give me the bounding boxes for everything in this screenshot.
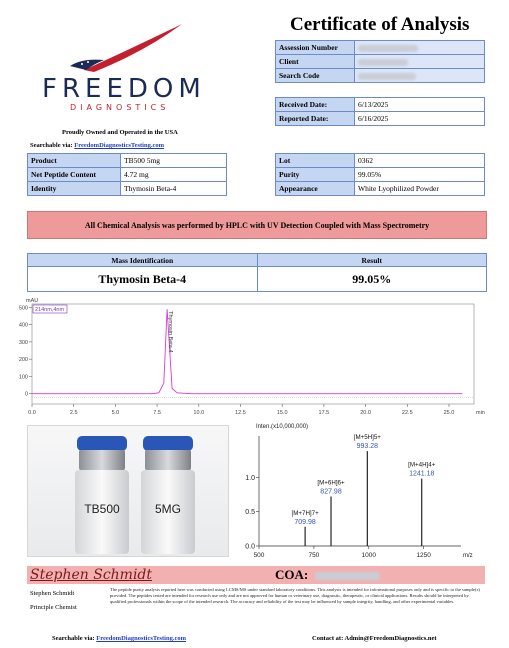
disclaimer: The peptide purity analysis reported here was conducted using LCMS/MS under standard laboratory conditions. This analysis is intended for informational purposes only and is specific to the sample(s) provided. The peptides tested are intended for research use only and are not approved for human or veterinary use, diagnostic, therapeutic, or clinical applications. Results should be interpreted by qualified professionals within the scope of the intended research. The accuracy and reliability of the test may be influenced by sample integrity, handling, and other experimental variables. <box>110 587 480 604</box>
searchable-link[interactable]: FreedomDiagnosticsTesting.com <box>74 142 165 149</box>
hplc-xtick-label: 10.0 <box>193 410 205 416</box>
ms-peak-ion-label: [M+6H]6+ <box>317 479 345 487</box>
reported-date-key: Reported Date: <box>276 112 355 126</box>
hplc-xtick-label: 25.0 <box>443 410 455 416</box>
appearance-value: White Lyophilized Powder <box>355 182 485 196</box>
searchable-label: Searchable via: <box>30 142 73 149</box>
hplc-xtick-label: 15.0 <box>276 410 288 416</box>
coa-number-redacted <box>315 572 380 580</box>
received-date-value: 6/13/2025 <box>355 98 485 112</box>
assession-number-value <box>355 41 485 55</box>
ms-ytick-label: 0.5 <box>245 509 255 517</box>
ms-xtick-label: 500 <box>253 552 265 559</box>
dates-table <box>275 97 485 126</box>
hplc-xtick-label: 12.5 <box>235 410 246 416</box>
table-row <box>28 254 487 267</box>
result-header: Result <box>257 254 487 267</box>
lot-key: Lot <box>276 154 355 168</box>
coa-label <box>275 567 380 583</box>
lot-table <box>275 153 485 196</box>
purity-key: Purity <box>276 168 355 182</box>
ms-xtick-label: 1000 <box>361 552 377 559</box>
footer-search-link[interactable]: FreedomDiagnosticsTesting.com <box>96 635 187 642</box>
signature: Stephen Schmidt <box>30 567 153 583</box>
ms-peak-mz-label: 709.98 <box>294 518 316 526</box>
footer-contact: Contact at: Admin@FreedomDiagnostics.net <box>312 635 437 642</box>
product-value: TB500 5mg <box>121 154 227 168</box>
lot-value: 0362 <box>355 154 485 168</box>
mass-identification-header: Mass Identification <box>28 254 258 267</box>
search-code-key: Search Code <box>276 69 355 83</box>
client-key: Client <box>276 55 355 69</box>
hplc-xtick-label: 2.5 <box>69 410 78 416</box>
table-row <box>276 98 485 112</box>
net-peptide-value: 4.72 mg <box>121 168 227 182</box>
hplc-xtick-label: 17.5 <box>318 410 330 416</box>
hplc-xtick-label: 5.0 <box>111 410 120 416</box>
appearance-key: Appearance <box>276 182 355 196</box>
client-value <box>355 55 485 69</box>
hplc-ytick-label: 0 <box>24 391 28 398</box>
vial-2-label: 5MG <box>154 502 181 516</box>
ms-x-unit: m/z <box>463 553 473 559</box>
purity-value: 99.05% <box>355 168 485 182</box>
identity-value: Thymosin Beta-4 <box>121 182 227 196</box>
table-row <box>28 168 227 182</box>
hplc-chromatogram <box>12 300 485 420</box>
product-key: Product <box>28 154 121 168</box>
table-row <box>276 168 485 182</box>
table-row <box>28 154 227 168</box>
owned-text: Proudly Owned and Operated in the USA <box>62 129 178 136</box>
hplc-xtick-label: 7.5 <box>153 410 161 416</box>
hplc-ytick-label: 300 <box>18 339 28 346</box>
net-peptide-key: Net Peptide Content <box>28 168 121 182</box>
table-row <box>276 112 485 126</box>
vial-1 <box>75 436 129 554</box>
received-date-key: Received Date: <box>276 98 355 112</box>
hplc-peak-label: Thymosin Beta-4 <box>167 311 174 353</box>
hplc-legend-label: 214nm,4nm <box>35 307 65 313</box>
hplc-x-unit: min <box>476 410 485 416</box>
vial-1-label: TB500 <box>84 502 120 516</box>
hplc-xtick-label: 20.0 <box>360 410 371 416</box>
method-banner-text: All Chemical Analysis was performed by HPLC with UV Detection Coupled with Mass Spectrometry <box>84 220 430 230</box>
hplc-ytick-label: 100 <box>18 374 28 381</box>
hplc-ytick-label: 400 <box>18 322 28 329</box>
hplc-ytick-label: 200 <box>18 357 28 364</box>
method-banner <box>27 211 487 239</box>
table-row <box>28 267 487 292</box>
table-row <box>276 55 485 69</box>
product-table <box>27 153 227 196</box>
coa-text: COA: <box>275 567 309 582</box>
footer-search-label: Searchable via: <box>52 635 95 642</box>
table-row <box>276 182 485 196</box>
flag-wing-icon <box>64 22 194 72</box>
purity-result: 99.05% <box>257 267 487 292</box>
ms-xtick-label: 1250 <box>416 552 431 559</box>
ms-peak-mz-label: 827.98 <box>320 488 342 496</box>
searchable-line <box>30 142 164 149</box>
hplc-xtick-label: 22.5 <box>401 410 413 416</box>
vial-2 <box>141 436 195 554</box>
ms-peak-ion-label: [M+5H]5+ <box>353 434 381 442</box>
vial-photo <box>27 425 229 557</box>
assession-number-key: Assession Number <box>276 41 355 55</box>
table-row <box>276 41 485 55</box>
footer-search <box>52 635 186 642</box>
reported-date-value: 6/16/2025 <box>355 112 485 126</box>
ms-peak-ion-label: [M+7H]7+ <box>291 509 319 517</box>
hplc-xtick-label: 0.0 <box>28 410 36 416</box>
ms-ytick-label: 0.0 <box>245 543 255 551</box>
ms-peak-mz-label: 993.28 <box>356 443 379 451</box>
ms-intensity-header: Inten.(x10,000,000) <box>256 424 309 430</box>
ms-peak-ion-label: [M+4H]4+ <box>408 461 436 469</box>
identity-key: Identity <box>28 182 121 196</box>
page-title: Certificate of Analysis <box>290 14 470 35</box>
brand-sub: DIAGNOSTICS <box>70 103 170 112</box>
info-table <box>275 40 485 83</box>
hplc-mau-label: mAU <box>26 298 39 304</box>
table-row <box>28 182 227 196</box>
signer-role: Principle Chemist <box>30 604 77 611</box>
mass-spectrum <box>235 432 483 562</box>
hplc-plot-frame <box>32 304 474 404</box>
ms-xtick-label: 750 <box>308 552 320 559</box>
search-code-value <box>355 69 485 83</box>
ms-peak-mz-label: 1241.18 <box>409 470 435 478</box>
logo <box>24 22 209 112</box>
results-table <box>27 253 487 292</box>
table-row <box>276 69 485 83</box>
brand-name: FREEDOM <box>42 74 206 104</box>
identity-result: Thymosin Beta-4 <box>28 267 258 292</box>
table-row <box>276 154 485 168</box>
hplc-ytick-label: 500 <box>18 305 28 312</box>
signer-name: Stephen Schmidt <box>30 590 75 597</box>
ms-ytick-label: 1.0 <box>245 474 255 482</box>
